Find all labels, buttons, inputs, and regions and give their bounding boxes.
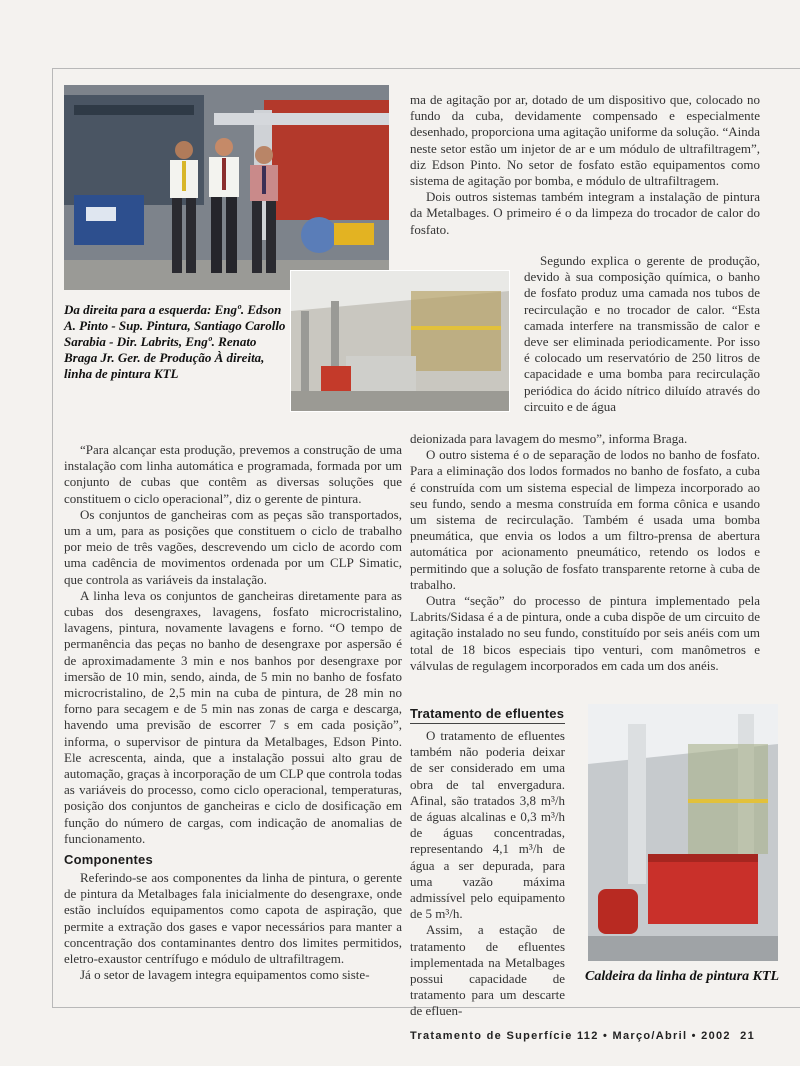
- caption-staff-photo: Da direita para a esquerda: Engº. Edson A. Pinto - Sup. Pintura, Santiago Carollo Sarabia - Dir. Labrits, Engº. Renato Braga Jr. Ger. de Produção À direita, linha de pintura KTL: [64, 302, 286, 381]
- photo-boiler: [588, 704, 778, 961]
- frame-line-top: [52, 68, 800, 69]
- photo-boiler-illustration: [588, 704, 778, 961]
- paragraph: O tratamento de efluentes também não poderia deixar de ser considerado em uma obra de tal envergadura. Afinal, são tratados 3,8 m³/h de águas alcalinas e 0,3 m³/h de águas concentradas, representando 4,1 m³/h de água a ser depurada, para uma vazão máxima admissível pelo equipamento de 5 m³/h.: [410, 728, 565, 922]
- footer-publication: Tratamento de Superfície 112 • Março/Abril • 2002: [410, 1030, 731, 1042]
- column-2-text-top: [410, 92, 760, 238]
- column-1-text: [64, 442, 402, 847]
- paragraph: “Para alcançar esta produção, prevemos a construção de uma instalação com linha automática e programada, formada por um conjunto de cubas que contêm as diversas soluções que constituem o ciclo operacional”, diz o gerente de pintura.: [64, 442, 402, 506]
- photo-staff-group-illustration: [64, 85, 389, 290]
- heading-tratamento-efluentes: Tratamento de efluentes: [410, 706, 565, 721]
- paragraph: Outra “seção” do processo de pintura implementado pela Labrits/Sidasa é a de pintura, onde a cuba dispõe de um circuito de agitação instalado no seu fundo, constituído por seis anéis com um total de 18 bicos especiais tipo venturi, com manômetros e válvulas de regulagem incorporados em cada um dos anéis.: [410, 593, 760, 673]
- column-2-text-wrap: [524, 253, 760, 415]
- column-1-components-text: [64, 870, 402, 983]
- paragraph: ma de agitação por ar, dotado de um dispositivo que, colocado no fundo da cuba, devidamente compensado e especialmente desenhado, proporciona uma agitação uniforme da solução. “Ainda neste setor estão um injetor de ar e um módulo de ultrafiltragem”, diz Edson Pinto. No setor de fosfato estão equipamentos como sistema de agitação por bomba, e módulo de ultrafiltragem.: [410, 92, 760, 189]
- paragraph: O outro sistema é o de separação de lodos no banho de fosfato. Para a eliminação dos lodos formados no banho de fosfato, a cuba é construída com um sistema especial de limpeza incorporado ao seu fundo, sendo a mesma construída em forma cônica e usando um sistema de recirculação. Também é usada uma bomba pneumática, que envia os lodos a um filtro-prensa de abertura automática por acionamento pneumático, retendo os lodos e permitindo que a solução de fosfato transparente retorne à cuba de trabalho.: [410, 447, 760, 592]
- column-2-text-middle: [410, 431, 760, 674]
- column-2-effluents-text: [410, 728, 565, 1020]
- heading-componentes: Componentes: [64, 852, 153, 867]
- paragraph: Já o setor de lavagem integra equipamentos como siste-: [80, 967, 370, 983]
- paragraph: A linha leva os conjuntos de gancheiras diretamente para as cubas dos desengraxes, lavagens, fosfato microcristalino, lavagens, pintura, novamente lavagens e forno. “O tempo de permanência das peças no banho de desengraxe por aspersão é de aproximadamente 3 min e nos banhos por desengraxe por imersão de 10 min, sendo, ainda, de 5 min no banho de fosfato microcristalino, de 2,5 min na cuba de pintura, de 28 min no forno para secagem e de 5 min nas zonas de carga e descarga, havendo uma previsão de escorrer 7 s em cada posição”, informa, o supervisor de pintura da Metalbages, Edson Pinto. Ele acrescenta, ainda, que a instalação possui alto grau de automação, graças à incorporação de um CLP que controla todas as variáveis do processo, como ciclo operacional, temperaturas, posição dos conjuntos de gancheiras e ciclo de dosificação em função do número de cargas, com indicação de anomalias de funcionamento.: [64, 587, 402, 846]
- paragraph: Dois outros sistemas também integram a instalação de pintura da Metalbages. O primeiro é o da limpeza do trocador de calor do fosfato.: [410, 189, 760, 237]
- paragraph: Segundo explica o gerente de produção, devido à sua composição química, o banho de fosfato produz uma camada nos tubos de recirculação e no trocador de calor. “Esta camada interfere na transmissão de calor e deve ser eliminada periodicamente. Por isso é colocado um reservatório de 250 litros de capacidade e uma bomba para recirculação periódica do ácido nítrico diluído através do circuito e de água: [524, 253, 760, 414]
- heading-underline: [410, 723, 565, 724]
- caption-boiler-photo: Caldeira da linha de pintura KTL: [585, 969, 780, 984]
- page-footer: [410, 1030, 755, 1042]
- photo-staff-group: [64, 85, 389, 290]
- paragraph: Assim, a estação de tratamento de efluentes implementada na Metalbages possui capacidade de tratamento para um descarte de efluen-: [410, 922, 565, 1019]
- frame-line-left: [52, 68, 53, 1008]
- photo-ktl-line-illustration: [291, 271, 509, 411]
- photo-ktl-line: [290, 270, 510, 412]
- paragraph: Os conjuntos de gancheiras com as peças são transportados, um a um, para as posições que constituem o ciclo de trabalho por meio de três vagões, descrevendo um ciclo de acordo com uma cadência de movimentos ordenada por um CLP Simatic, que controla as variáveis da instalação.: [64, 506, 402, 587]
- paragraph: deionizada para lavagem do mesmo”, informa Braga.: [410, 431, 688, 446]
- paragraph: Referindo-se aos componentes da linha de pintura, o gerente de pintura da Metalbages fala inicialmente do desengraxe, onde estão incluídos equipamentos como capota de aspiração, que permite a extração dos gases e vapor necessários para manter a concentração dos contaminantes dentro dos limites permitidos, eletro-exaustor centrífugo e módulo de ultrafiltragem.: [64, 870, 402, 967]
- page-number: 21: [740, 1030, 755, 1042]
